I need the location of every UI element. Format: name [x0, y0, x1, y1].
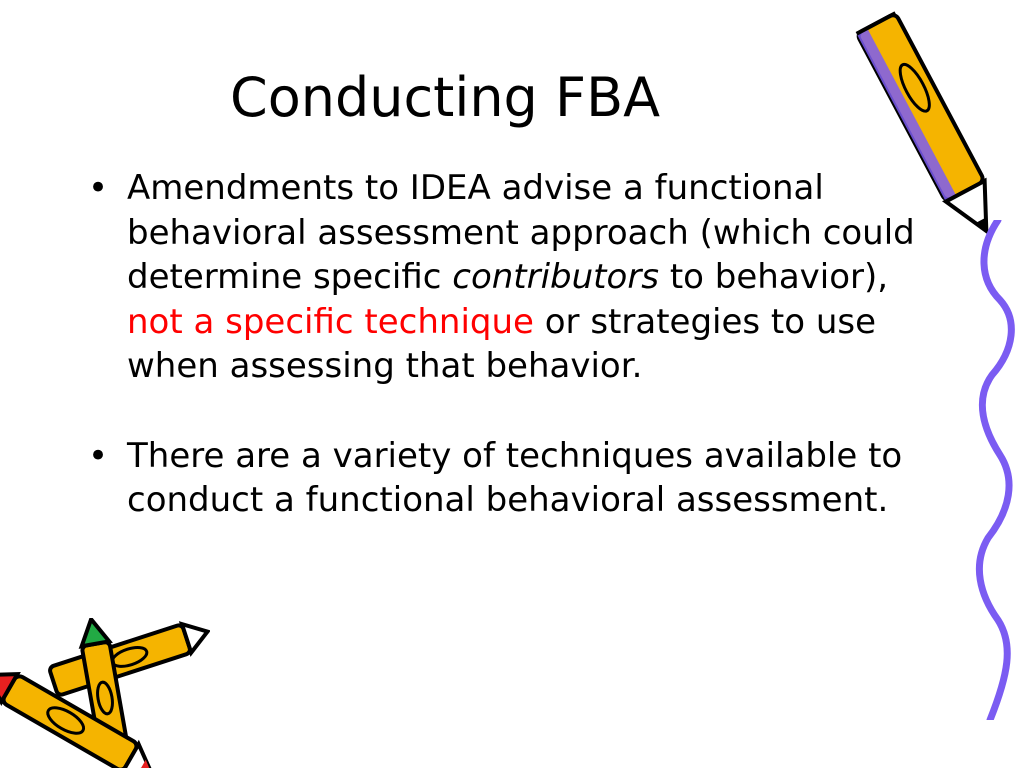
bullet-item: [88, 434, 948, 523]
bullet-marker: •: [88, 168, 109, 208]
bullet-list: [88, 166, 948, 523]
bullet-text: to behavior),: [659, 257, 889, 297]
italic-emphasis: contributors: [452, 257, 660, 297]
bullet-item: [88, 166, 948, 389]
pencil-icon: [840, 0, 1020, 250]
crayon-icon: [0, 618, 210, 768]
bullet-text: There are a variety of techniques available to conduct a functional behavioral assessment.: [127, 435, 903, 520]
bullet-text: or strategies to use when assessing that behavior.: [127, 301, 877, 386]
bullet-marker: •: [88, 435, 109, 476]
squiggle-line: [970, 220, 1024, 720]
slide-title: Conducting FBA: [230, 66, 661, 129]
red-emphasis: not a specific technique: [127, 301, 534, 342]
bullet-text: Amendments to IDEA advise a functional behavioral assessment approach (which could determine specific: [127, 168, 915, 297]
